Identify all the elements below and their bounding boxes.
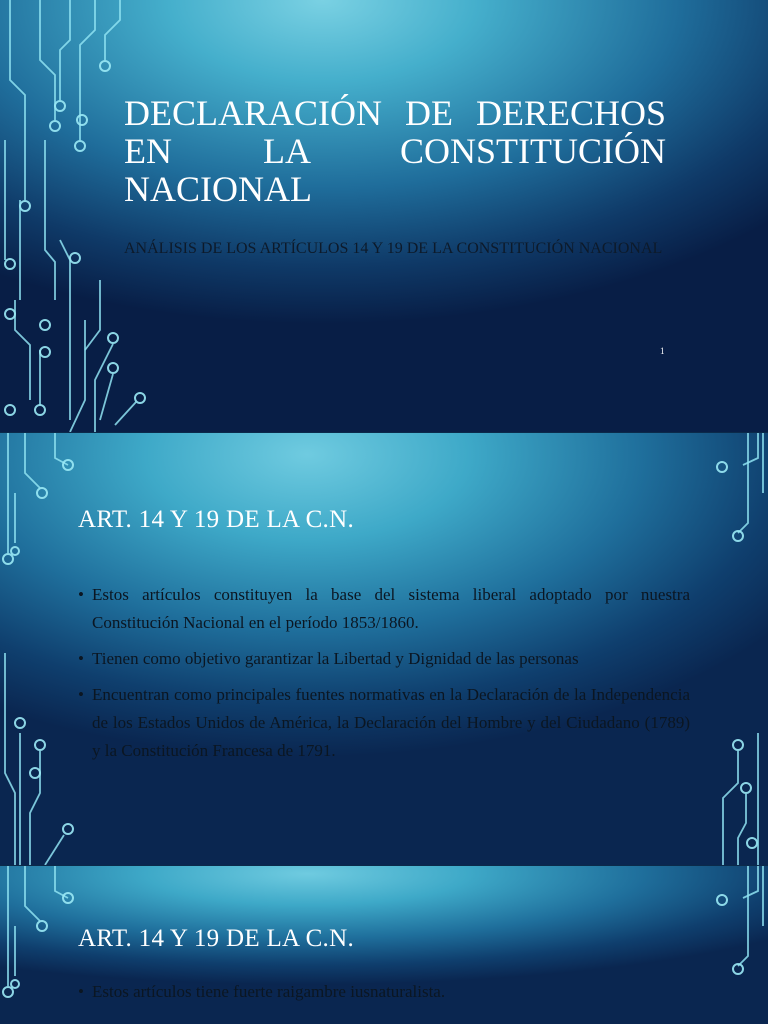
slide-2[interactable] — [0, 433, 768, 865]
bullet-list — [78, 978, 690, 1014]
list-item: • Estos artículos constituyen la base del sistema liberal adoptado por nuestra Constitución Nacional en el período 1853/1860. — [78, 581, 690, 637]
slide-title: DECLARACIÓN DE DERECHOS EN LA CONSTITUCIÓN NACIONAL — [124, 93, 666, 209]
circuit-decoration-right — [708, 433, 768, 865]
circuit-decoration-right — [708, 866, 768, 1024]
list-item: • Tienen como objetivo garantizar la Libertad y Dignidad de las personas — [78, 645, 690, 673]
slide-1[interactable] — [0, 0, 768, 432]
list-item: • Encuentran como principales fuentes normativas en la Declaración de la Independencia de los Estados Unidos de América, la Declaración del Hombre y del Ciudadano (1789) y la Constitución Francesa de 1791. — [78, 681, 690, 765]
slide-heading: ART. 14 Y 19 DE LA C.N. — [78, 506, 354, 533]
circuit-decoration-left — [0, 433, 80, 865]
slide-3[interactable] — [0, 866, 768, 1024]
circuit-decoration-left — [0, 866, 80, 1024]
page-number: 1 — [660, 346, 665, 356]
bullet-list — [78, 581, 690, 773]
slide-heading: ART. 14 Y 19 DE LA C.N. — [78, 925, 354, 952]
list-item: • Estos artículos tiene fuerte raigambre iusnaturalista. — [78, 978, 690, 1006]
slide-subtitle: ANÁLISIS DE LOS ARTÍCULOS 14 Y 19 DE LA CONSTITUCIÓN NACIONAL — [124, 240, 663, 257]
circuit-decoration-left — [0, 0, 150, 432]
